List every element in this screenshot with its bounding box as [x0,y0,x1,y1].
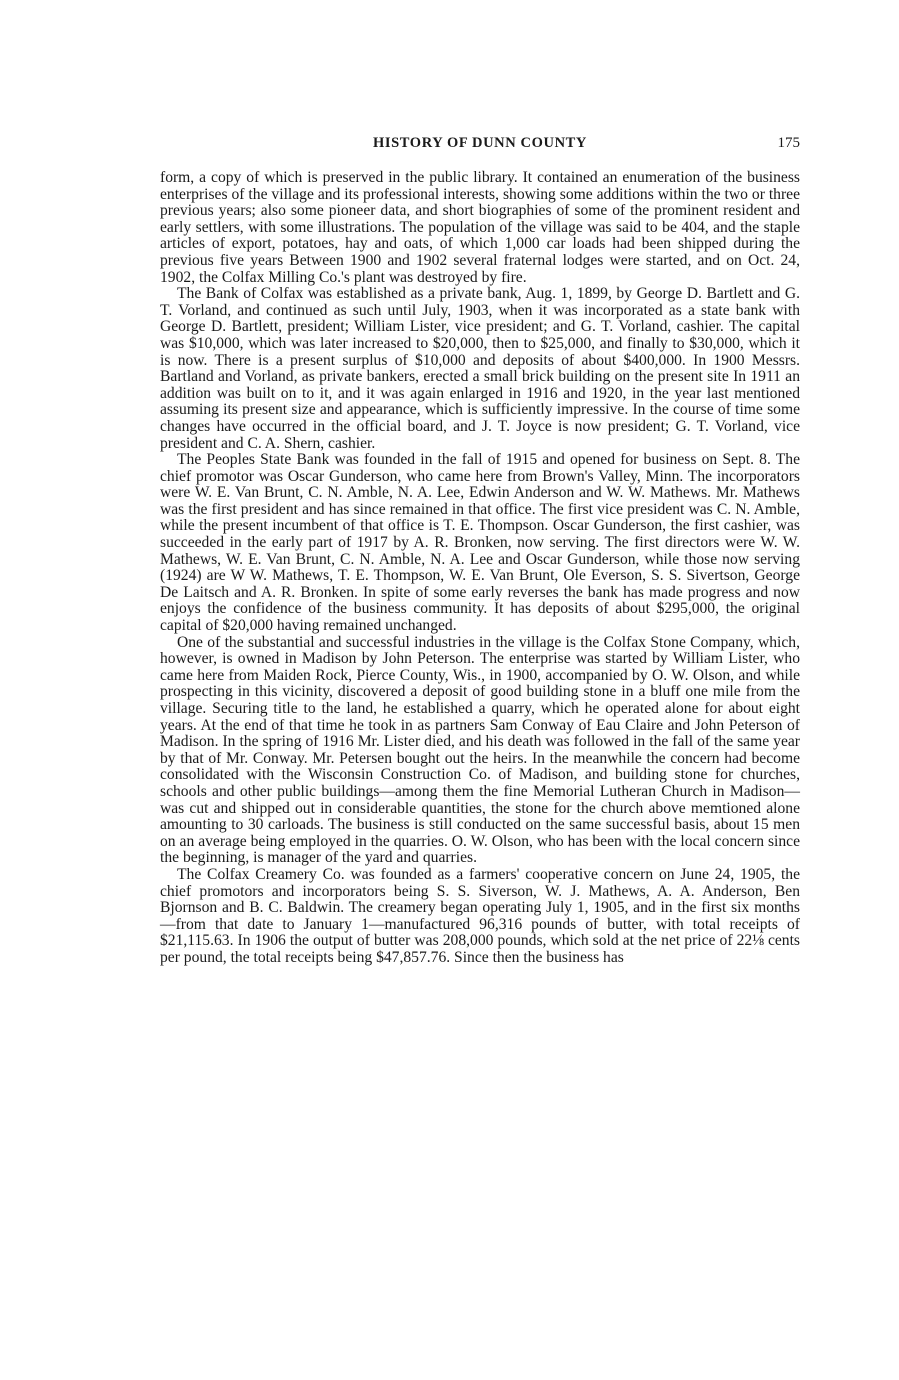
running-head [160,135,800,155]
paragraph-continuation: form, a copy of which is preserved in the public library. It contained an enumeration of the business enterprises of the village and its professional interests, showing some additions within the two or three previous years; also some pioneer data, and short biographies of some of the prominent resident and early settlers, with some illustrations. The population of the village was said to be 404, and the staple articles of export, potatoes, hay and oats, of which 1,000 car loads had been shipped during the previous five years Between 1900 and 1902 several fraternal lodges were started, and on Oct. 24, 1902, the Colfax Milling Co.'s plant was destroyed by fire. [160,169,800,286]
running-title: HISTORY OF DUNN COUNTY [373,135,587,151]
page-number: 175 [777,135,800,151]
paragraph-bank-of-colfax: The Bank of Colfax was established as a private bank, Aug. 1, 1899, by George D. Bartlett and G. T. Vorland, and continued as such until July, 1903, when it was incorporated as a state bank with George D. Bartlett, president; William Lister, vice president; and G. T. Vorland, cashier. The capital was $10,000, which was later increased to $20,000, then to $25,000, and finally to $30,000, which it is now. There is a present surplus of $10,000 and deposits of about $400,000. In 1900 Messrs. Bartland and Vorland, as private bankers, erected a small brick building on the present site In 1911 an addition was built on to it, and it was again enlarged in 1916 and 1920, in the year last mentioned assuming its present size and appearance, which is sufficiently impressive. In the course of time some changes have occurred in the official board, and J. T. Joyce is now president; G. T. Vorland, vice president and C. A. Shern, cashier. [160,285,800,452]
paragraph-peoples-state-bank: The Peoples State Bank was founded in the fall of 1915 and opened for business on Sept. 8. The chief promotor was Oscar Gunderson, who came here from Brown's Valley, Minn. The incorporators were W. E. Van Brunt, C. N. Amble, N. A. Lee, Edwin Anderson and W. W. Mathews. Mr. Mathews was the first president and has since remained in that office. The first vice president was C. N. Amble, while the present incumbent of that office is T. E. Thompson. Oscar Gunderson, the first cashier, was succeeded in the early part of 1917 by A. R. Bronken, now serving. The first directors were W. W. Mathews, W. E. Van Brunt, C. N. Amble, N. A. Lee and Oscar Gunderson, while those now serving (1924) are W W. Mathews, T. E. Thompson, W. E. Van Brunt, Ole Everson, S. S. Sivertson, George De Laitsch and A. R. Bronken. In spite of some early reverses the bank has made progress and now enjoys the confidence of the business community. It has deposits of about $295,000, the original capital of $20,000 having remained unchanged. [160,451,800,635]
paragraph-colfax-stone-company: One of the substantial and successful industries in the village is the Colfax Stone Company, which, however, is owned in Madison by John Peterson. The enterprise was started by William Lister, who came here from Maiden Rock, Pierce County, Wis., in 1900, accompanied by O. W. Olson, and while prospecting in this vicinity, discovered a deposit of good building stone in a bluff one mile from the village. Securing title to the land, he established a quarry, which he operated alone for about eight years. At the end of that time he took in as partners Sam Conway of Eau Claire and John Peterson of Madison. In the spring of 1916 Mr. Lister died, and his death was followed in the fall of the same year by that of Mr. Conway. Mr. Petersen bought out the heirs. In the meanwhile the concern had become consolidated with the Wisconsin Construction Co. of Madison, and building stone for churches, schools and other public buildings—among them the fine Memorial Lutheran Church in Madison—was cut and shipped out in considerable quantities, the stone for the church above memtioned alone amounting to 30 carloads. The business is still conducted on the same successful basis, about 15 men on an average being employed in the quarries. O. W. Olson, who has been with the local concern since the beginning, is manager of the yard and quarries. [160,633,800,867]
body-text [160,170,800,967]
paragraph-colfax-creamery: The Colfax Creamery Co. was founded as a farmers' cooperative concern on June 24, 1905, the chief promotors and incorporators being S. S. Siverson, W. J. Mathews, A. A. Anderson, Ben Bjornson and B. C. Baldwin. The creamery began operating July 1, 1905, and in the first six months—from that date to January 1—manufactured 96,316 pounds of butter, with total receipts of $21,115.63. In 1906 the output of butter was 208,000 pounds, which sold at the net price of 22⅛ cents per pound, the total receipts being $47,857.76. Since then the business has [160,865,800,966]
